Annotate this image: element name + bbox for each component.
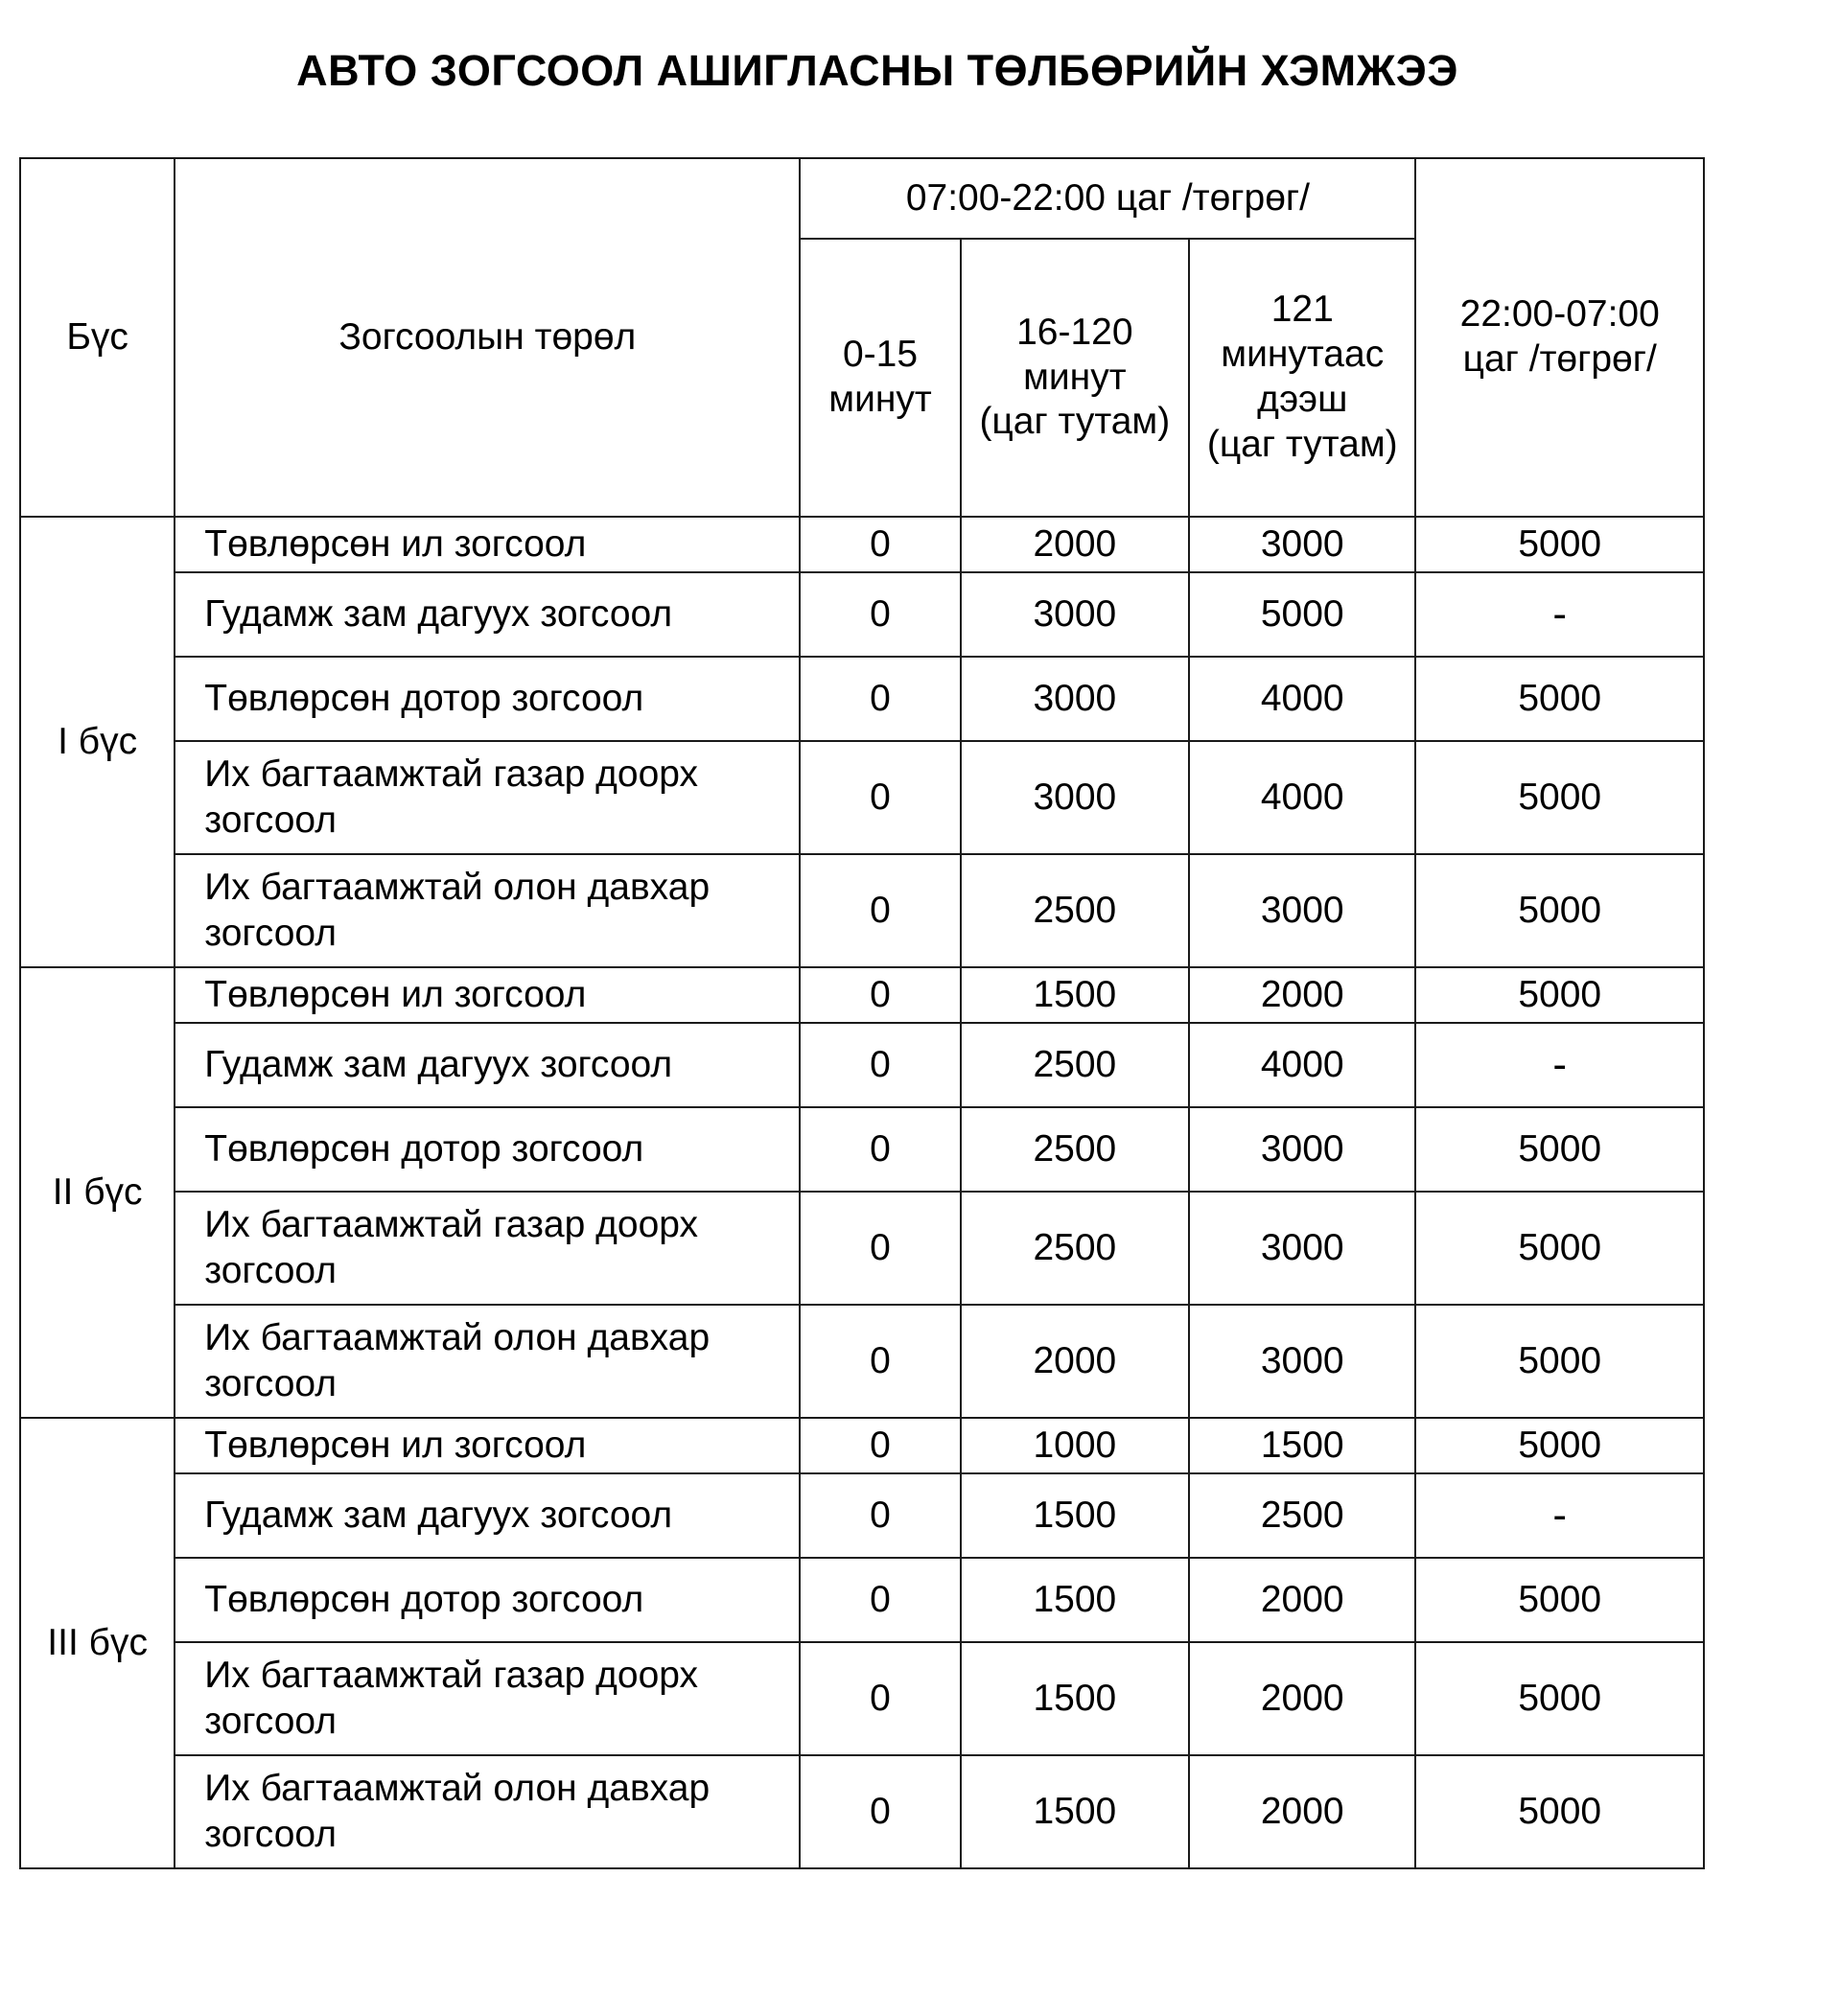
table-row: [20, 741, 1704, 854]
fee-121-plus-cell: 2000: [1189, 1755, 1415, 1868]
fee-night-cell: -: [1415, 572, 1704, 657]
fee-16-120-cell: 2500: [961, 854, 1189, 967]
fee-121-plus-cell: 3000: [1189, 854, 1415, 967]
parking-type-line: Их багтаамжтай олон давхар: [204, 1317, 711, 1359]
fee-121-plus-cell: 2000: [1189, 1558, 1415, 1642]
fee-121-plus-cell: 2000: [1189, 967, 1415, 1023]
fee-0-15-cell: 0: [800, 1642, 960, 1755]
parking-type-line: Их багтаамжтай олон давхар: [204, 1768, 711, 1810]
fee-table-body: [20, 517, 1704, 1868]
fee-0-15-cell: 0: [800, 1558, 960, 1642]
fee-night-cell: 5000: [1415, 1192, 1704, 1305]
fee-121-plus-cell: 4000: [1189, 657, 1415, 741]
fee-night-cell: 5000: [1415, 657, 1704, 741]
fee-121-plus-cell: 3000: [1189, 1305, 1415, 1418]
parking-type-line: Төвлөрсөн ил зогсоол: [204, 523, 587, 566]
page-title: АВТО ЗОГСООЛ АШИГЛАСНЫ ТӨЛБӨРИЙН ХЭМЖЭЭ: [296, 46, 1458, 95]
table-row: [20, 1192, 1704, 1305]
fee-0-15-cell: 0: [800, 741, 960, 854]
parking-type-line: зогсоол: [204, 913, 337, 954]
fee-16-120-cell: 2500: [961, 1107, 1189, 1192]
parking-type-line: Их багтаамжтай олон давхар: [204, 867, 711, 909]
fee-121-plus-cell: 1500: [1189, 1418, 1415, 1473]
fee-121-plus-cell: 3000: [1189, 1192, 1415, 1305]
table-row: [20, 1107, 1704, 1192]
table-row: [20, 1305, 1704, 1418]
fee-16-120-cell: 2500: [961, 1192, 1189, 1305]
header-line: минут: [828, 379, 932, 420]
night-header-line: цаг /төгрөг/: [1462, 338, 1657, 380]
fee-0-15-cell: 0: [800, 1418, 960, 1473]
parking-type-line: Төвлөрсөн дотор зогсоол: [204, 678, 644, 720]
fee-16-120-cell: 3000: [961, 657, 1189, 741]
parking-type-line: Их багтаамжтай газар доорх: [204, 753, 699, 796]
fee-0-15-cell: 0: [800, 967, 960, 1023]
table-row: [20, 1023, 1704, 1107]
parking-type-line: Их багтаамжтай газар доорх: [204, 1655, 699, 1697]
header-line: 121: [1270, 289, 1334, 331]
fee-night-cell: 5000: [1415, 517, 1704, 572]
parking-type-cell: [175, 741, 800, 854]
fee-0-15-cell: 0: [800, 1192, 960, 1305]
fee-0-15-cell: 0: [800, 657, 960, 741]
fee-121-plus-cell: 4000: [1189, 741, 1415, 854]
parking-type-line: Их багтаамжтай газар доорх: [204, 1204, 699, 1246]
parking-type-cell: [175, 1755, 800, 1868]
fee-121-plus-cell: 5000: [1189, 572, 1415, 657]
zone-label: III бүс: [20, 1418, 175, 1868]
parking-fee-table: [19, 157, 1705, 1869]
fee-16-120-cell: 1500: [961, 1755, 1189, 1868]
parking-type-line: Төвлөрсөн ил зогсоол: [204, 1425, 587, 1467]
table-row: [20, 1642, 1704, 1755]
table-row: [20, 517, 1704, 572]
header-line: 16-120: [1016, 311, 1133, 353]
zone-header: Бүс: [20, 158, 175, 517]
fee-121-plus-cell: 2500: [1189, 1473, 1415, 1558]
fee-16-120-cell: 1500: [961, 1642, 1189, 1755]
fee-night-cell: 5000: [1415, 1558, 1704, 1642]
minutes-16-120-header: [961, 239, 1189, 517]
parking-type-cell: [175, 572, 800, 657]
fee-0-15-cell: 0: [800, 1107, 960, 1192]
fee-0-15-cell: 0: [800, 854, 960, 967]
parking-type-cell: [175, 1192, 800, 1305]
fee-16-120-cell: 3000: [961, 741, 1189, 854]
parking-type-line: зогсоол: [204, 1250, 337, 1291]
parking-type-line: зогсоол: [204, 1363, 337, 1404]
fee-0-15-cell: 0: [800, 1305, 960, 1418]
header-line: 0-15: [842, 334, 919, 376]
fee-16-120-cell: 1500: [961, 1473, 1189, 1558]
fee-16-120-cell: 2000: [961, 517, 1189, 572]
fee-night-cell: 5000: [1415, 1107, 1704, 1192]
fee-16-120-cell: 2500: [961, 1023, 1189, 1107]
parking-type-cell: [175, 1642, 800, 1755]
fee-121-plus-cell: 3000: [1189, 1107, 1415, 1192]
fee-121-plus-cell: 4000: [1189, 1023, 1415, 1107]
minutes-0-15-header: [800, 239, 960, 517]
parking-type-cell: [175, 1305, 800, 1418]
fee-0-15-cell: 0: [800, 572, 960, 657]
header-line: минут: [1023, 356, 1127, 398]
fee-night-cell: 5000: [1415, 1418, 1704, 1473]
parking-type-cell: [175, 1023, 800, 1107]
parking-type-line: Гудамж зам дагуух зогсоол: [204, 1044, 673, 1086]
table-row: [20, 967, 1704, 1023]
header-line: минутаас: [1221, 334, 1385, 376]
parking-type-cell: [175, 967, 800, 1023]
fee-16-120-cell: 1500: [961, 1558, 1189, 1642]
header-line: дээш: [1257, 379, 1348, 420]
fee-0-15-cell: 0: [800, 1023, 960, 1107]
table-row: [20, 854, 1704, 967]
header-line: (цаг тутам): [979, 401, 1171, 443]
night-rate-header: [1415, 158, 1704, 517]
fee-0-15-cell: 0: [800, 1755, 960, 1868]
daytime-group-header: 07:00-22:00 цаг /төгрөг/: [800, 158, 1415, 239]
fee-121-plus-cell: 2000: [1189, 1642, 1415, 1755]
zone-label: I бүс: [20, 517, 175, 967]
fee-night-cell: 5000: [1415, 1755, 1704, 1868]
parking-type-cell: [175, 1418, 800, 1473]
fee-night-cell: 5000: [1415, 967, 1704, 1023]
parking-type-line: зогсоол: [204, 1701, 337, 1742]
parking-type-cell: [175, 1473, 800, 1558]
fee-16-120-cell: 3000: [961, 572, 1189, 657]
table-row: [20, 1418, 1704, 1473]
parking-type-line: Гудамж зам дагуух зогсоол: [204, 1495, 673, 1537]
fee-0-15-cell: 0: [800, 517, 960, 572]
parking-type-line: зогсоол: [204, 1814, 337, 1855]
zone-label: II бүс: [20, 967, 175, 1418]
parking-type-line: Гудамж зам дагуух зогсоол: [204, 593, 673, 636]
night-header-line: 22:00-07:00: [1459, 293, 1660, 336]
fee-night-cell: -: [1415, 1023, 1704, 1107]
parking-type-cell: [175, 517, 800, 572]
table-row: [20, 572, 1704, 657]
fee-night-cell: 5000: [1415, 741, 1704, 854]
fee-0-15-cell: 0: [800, 1473, 960, 1558]
parking-type-line: зогсоол: [204, 799, 337, 841]
fee-16-120-cell: 2000: [961, 1305, 1189, 1418]
table-row: [20, 1558, 1704, 1642]
parking-type-cell: [175, 854, 800, 967]
fee-night-cell: 5000: [1415, 1642, 1704, 1755]
table-row: [20, 1755, 1704, 1868]
parking-type-line: Төвлөрсөн ил зогсоол: [204, 974, 587, 1016]
fee-night-cell: 5000: [1415, 854, 1704, 967]
fee-121-plus-cell: 3000: [1189, 517, 1415, 572]
header-line: (цаг тутам): [1206, 423, 1398, 465]
parking-type-cell: [175, 657, 800, 741]
parking-type-line: Төвлөрсөн дотор зогсоол: [204, 1579, 644, 1621]
fee-night-cell: 5000: [1415, 1305, 1704, 1418]
parking-type-line: Төвлөрсөн дотор зогсоол: [204, 1128, 644, 1170]
fee-16-120-cell: 1500: [961, 967, 1189, 1023]
parking-type-cell: [175, 1107, 800, 1192]
table-row: [20, 657, 1704, 741]
fee-16-120-cell: 1000: [961, 1418, 1189, 1473]
fee-night-cell: -: [1415, 1473, 1704, 1558]
minutes-121-plus-header: [1189, 239, 1415, 517]
table-row: [20, 1473, 1704, 1558]
parking-type-cell: [175, 1558, 800, 1642]
parking-type-header: Зогсоолын төрөл: [175, 158, 800, 517]
